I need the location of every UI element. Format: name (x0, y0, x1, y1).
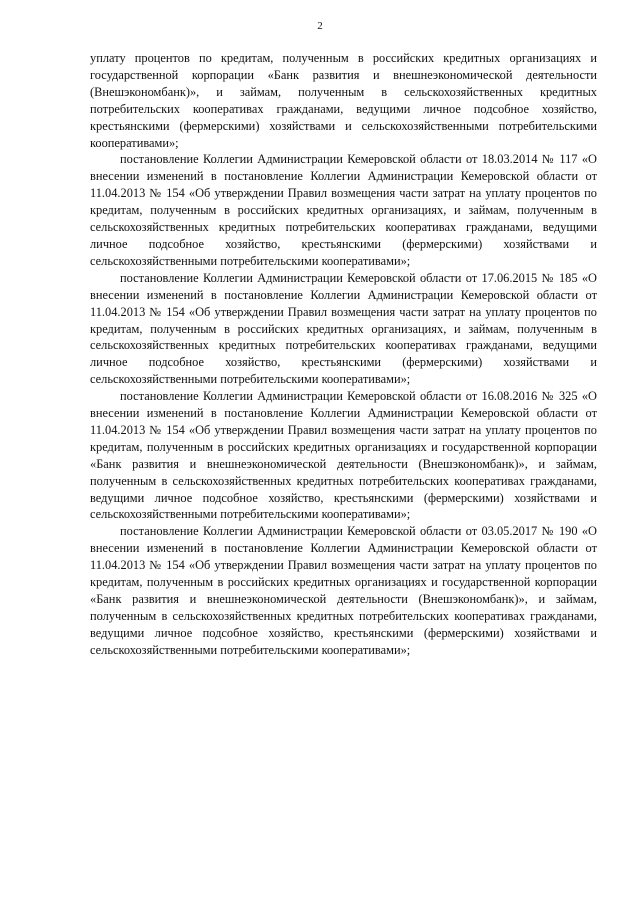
document-body (90, 50, 597, 659)
paragraph-resolution-190: постановление Коллегии Администрации Кемеровской области от 03.05.2017 № 190 «О внесении изменений в постановление Коллегии Администрации Кемеровской области от 11.04.2013 № 154 «Об утверждении Правил возмещения части затрат на уплату процентов по кредитам, полученным в российских кредитных организациях и государственной корпорации «Банк развития и внешнеэкономической деятельности (Внешэкономбанк)», и займам, полученным в сельскохозяйственных кредитных потребительских кооперативах гражданами, ведущими личное подсобное хозяйство, крестьянскими (фермерскими) хозяйствами и сельскохозяйственными потребительскими кооперативами»; (90, 524, 597, 657)
paragraph-resolution-325: постановление Коллегии Администрации Кемеровской области от 16.08.2016 № 325 «О внесении изменений в постановление Коллегии Администрации Кемеровской области от 11.04.2013 № 154 «Об утверждении Правил возмещения части затрат на уплату процентов по кредитам, полученным в российских кредитных организациях и государственной корпорации «Банк развития и внешнеэкономической деятельности (Внешэкономбанк)», и займам, полученным в сельскохозяйственных кредитных потребительских кооперативах гражданами, ведущими личное подсобное хозяйство, крестьянскими (фермерскими) хозяйствами и сельскохозяйственными потребительскими кооперативами»; (90, 389, 597, 522)
paragraph-continuation: уплату процентов по кредитам, полученным в российских кредитных организациях и государственной корпорации «Банк развития и внешнеэкономической деятельности (Внешэкономбанк)», и займам, полученным в сельскохозяйственных кредитных потребительских кооперативах гражданами, ведущими личное подсобное хозяйство, крестьянскими (фермерскими) хозяйствами и сельскохозяйственными потребительскими кооперативами»; (90, 51, 597, 150)
page-number: 2 (317, 20, 323, 32)
paragraph-resolution-117: постановление Коллегии Администрации Кемеровской области от 18.03.2014 № 117 «О внесении изменений в постановление Коллегии Администрации Кемеровской области от 11.04.2013 № 154 «Об утверждении Правил возмещения части затрат на уплату процентов по кредитам, полученным в российских кредитных организациях, и займам, полученным в сельскохозяйственных кредитных потребительских кооперативах гражданами, ведущими личное подсобное хозяйство, крестьянскими (фермерскими) хозяйствами и сельскохозяйственными потребительскими кооперативами»; (90, 152, 597, 268)
paragraph-resolution-185: постановление Коллегии Администрации Кемеровской области от 17.06.2015 № 185 «О внесении изменений в постановление Коллегии Администрации Кемеровской области от 11.04.2013 № 154 «Об утверждении Правил возмещения части затрат на уплату процентов по кредитам, полученным в российских кредитных организациях, и займам, полученным в сельскохозяйственных кредитных потребительских кооперативах гражданами, ведущими личное подсобное хозяйство, крестьянскими (фермерскими) хозяйствами и сельскохозяйственными потребительскими кооперативами»; (90, 270, 597, 387)
